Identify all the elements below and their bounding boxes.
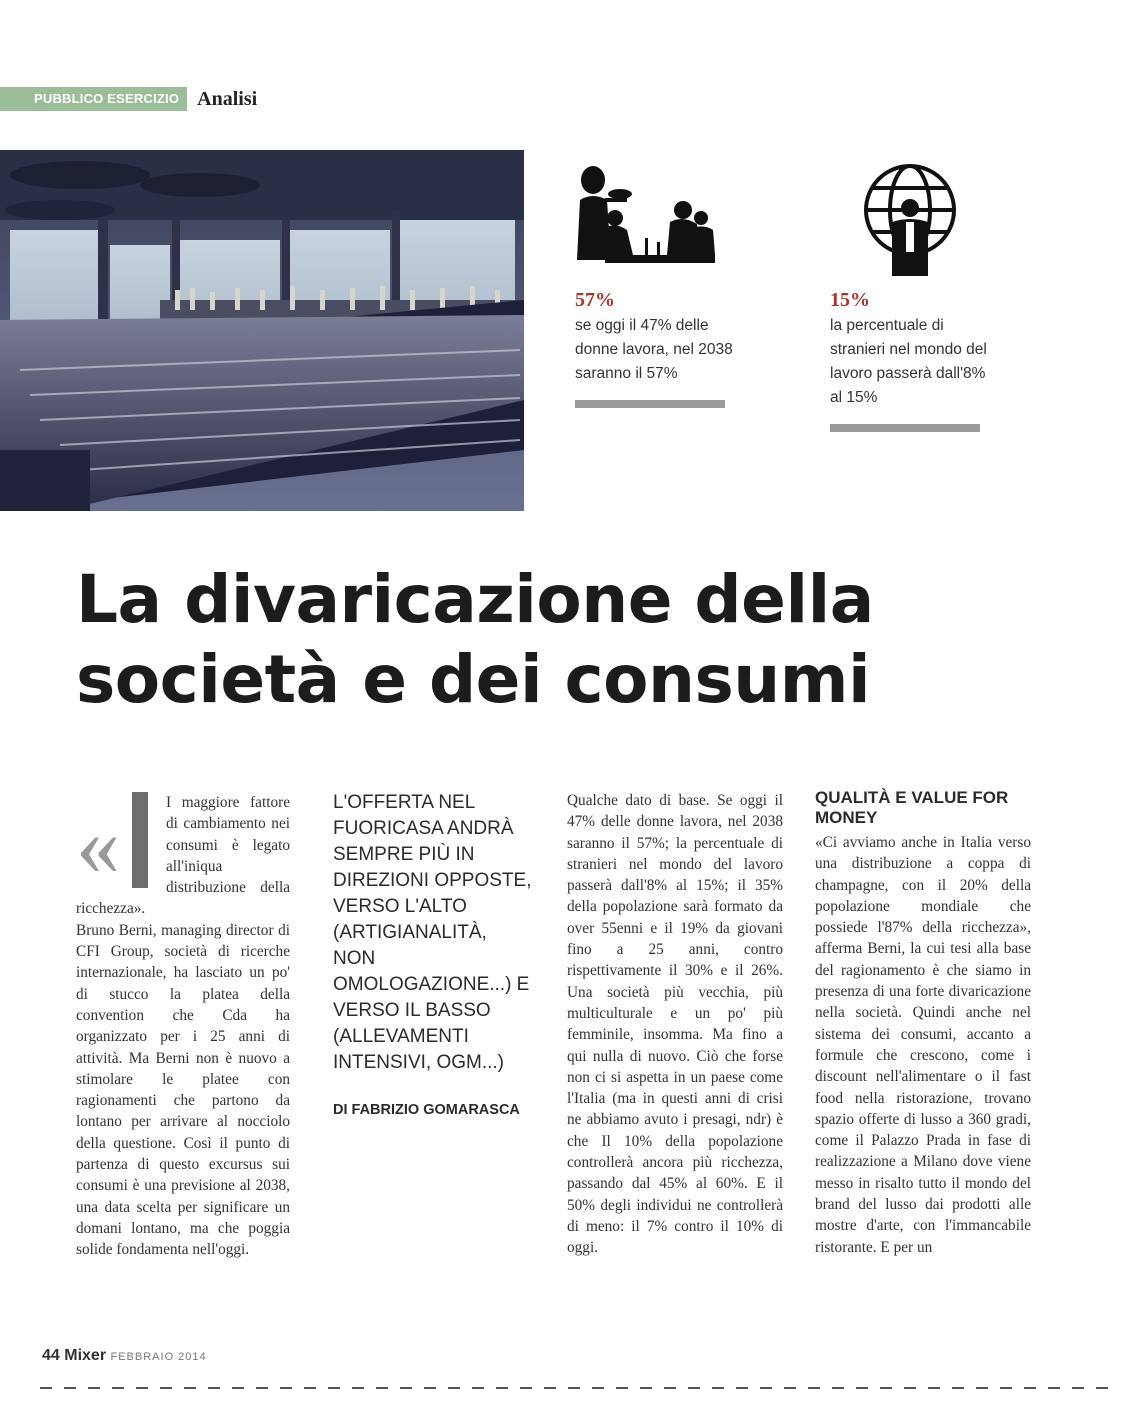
article-headline — [76, 560, 1076, 720]
stat-rule — [575, 400, 725, 408]
subheading: QUALITÀ E VALUE FOR MONEY — [815, 788, 1009, 827]
body-paragraph: «Ci avviamo anche in Italia verso una distribuzione a coppa di champagne, con il 20% della popolazione mondiale che possiede l'87% della ricchezza», afferma Berni, la cui tesi alla base del ragionamento è che siamo in presenza di una forte divaricazione nella società. Quindi anche nel sistema dei consumi, accanto a formule che crescono, come i discount nell'alimentare o il fast food nella ristorazione, trovano spazio offerte di lusso a 360 gradi, come il Palazzo Prada in fase di realizzazione a Milano dove viene messo in risalto tutto il mondo del brand del lusso dai prodotti alle mostre d'arte, con l'immancabile ristorante. E per un — [815, 834, 1031, 1256]
section-kicker: PUBBLICO ESERCIZIO — [0, 87, 187, 111]
page-folio — [42, 1347, 207, 1365]
stat-description: la percentuale di stranieri nel mondo del lavoro passerà dall'8% al 15% — [830, 317, 987, 406]
stat-women-work — [575, 160, 745, 408]
section-title: Analisi — [197, 87, 258, 110]
bar-photo — [0, 150, 524, 511]
headline-line-2: società e dei consumi — [76, 641, 871, 718]
pullquote-column — [333, 790, 533, 1118]
article-column-4 — [815, 788, 1031, 1258]
issue-date: FEBBRAIO 2014 — [110, 1351, 207, 1363]
drop-cap — [76, 792, 160, 894]
section-header — [0, 86, 257, 112]
stat-foreign-workers — [830, 160, 1000, 432]
globe-businessman-icon — [830, 160, 970, 280]
page-number: 44 — [42, 1347, 60, 1364]
bar-photo-illustration — [0, 150, 524, 511]
page-cut-line — [40, 1387, 1120, 1389]
byline: DI FABRIZIO GOMARASCA — [333, 1102, 520, 1118]
headline-line-1: La divaricazione della — [76, 561, 874, 638]
pullquote: L'OFFERTA NEL FUORICASA ANDRÀ SEMPRE PIÙ IN DIREZIONI OPPOSTE, VERSO L'ALTO (ARTIGIANALITÀ, NON OMOLOGAZIONE...) E VERSO IL BASSO (ALLEVAMENTI INTENSIVI, OGM...) — [333, 792, 532, 1073]
stat-rule — [830, 424, 980, 432]
drop-cap-bar — [132, 792, 148, 888]
magazine-name: Mixer — [64, 1347, 107, 1364]
stat-value: 57% — [575, 289, 615, 311]
lead-paragraph: I maggiore fattore di cambiamento nei consumi è legato all'iniqua distribuzione della ricchezza». — [76, 794, 290, 918]
body-paragraph: Bruno Berni, managing director di CFI Group, società di ricerche internazionale, ha lasciato un po' di stucco la platea della convention che Cda ha organizzato per i 25 anni di attività. Ma Berni non è nuovo a stimolare le platee con ragionamenti che partono da lontano per arrivare al nocciolo della questione. Così il punto di partenza di questo excursus sui consumi è una previsione al 2038, una data scelta per significare un domani lontano, ma che poggia solide fondamenta nell'oggi. — [76, 921, 290, 1259]
quote-mark-icon: « — [76, 797, 120, 894]
stat-value: 15% — [830, 289, 870, 311]
stat-description: se oggi il 47% delle donne lavora, nel 2038 saranno il 57% — [575, 317, 733, 382]
body-paragraph: Qualche dato di base. Se oggi il 47% delle donne lavora, nel 2038 saranno il 57%; la percentuale di stranieri nel mondo del lavoro passerà dall'8% al 15%; il 35% della popolazione sarà formato da over 55enni e il 19% da giovani fino a 25 anni, contro rispettivamente il 30% e il 26%. Una società più vecchia, più multiculturale e un po' più femminile, insomma. Ma fino a qui nulla di nuovo. Ciò che forse non ci si aspetta in un paese come l'Italia (ma in questi anni di crisi ne abbiamo avuto i presagi, ndr) è che Il 10% della popolazione controllerà ancora più ricchezza, passando dal 45% al 60%. E il 50% degli individui ne controllerà di meno: il 7% contro il 10% di oggi. — [567, 792, 783, 1257]
article-column-1 — [76, 792, 290, 1261]
waiter-woman-icon — [575, 160, 715, 280]
article-column-3 — [567, 790, 783, 1259]
